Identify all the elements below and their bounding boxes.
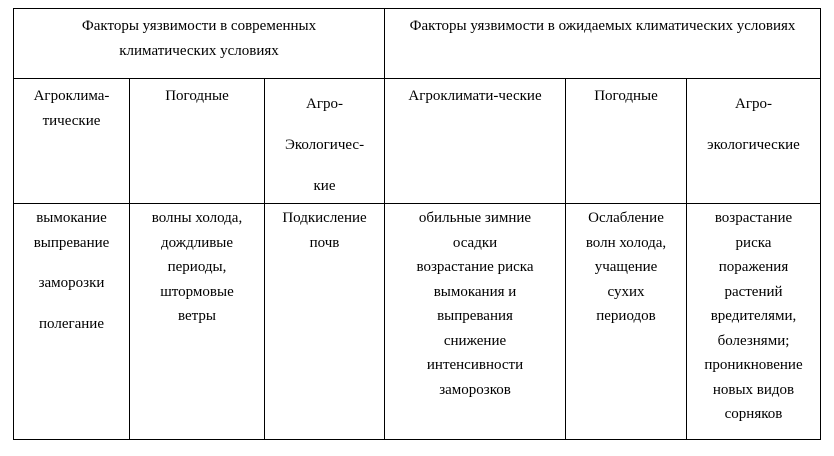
body-expected-agroclimatic	[385, 206, 565, 438]
body-line: вымокание	[36, 210, 107, 226]
body-current-agroecological	[265, 206, 384, 438]
body-line: выпревания	[437, 308, 513, 324]
header-current-text: Факторы уязвимости в современных климатических условиях	[81, 18, 317, 59]
header-expected-text: Факторы уязвимости в ожидаемых климатических условиях	[409, 18, 796, 34]
body-line: интенсивности	[426, 357, 524, 373]
grid-line-under-headers	[13, 78, 821, 79]
body-line: периоды,	[167, 259, 227, 275]
subheader-expected-agroecological	[687, 84, 820, 199]
body-line: штормовые	[160, 283, 234, 300]
header-expected-conditions	[385, 14, 820, 74]
grid-line-under-subheaders	[13, 203, 821, 204]
body-line: периодов	[596, 308, 656, 324]
body-line: выпревание	[33, 234, 110, 251]
body-line: риска	[735, 234, 772, 251]
body-line: учащение	[594, 259, 658, 275]
body-line: Подкисление	[282, 210, 367, 226]
body-line: заморозков	[439, 381, 511, 398]
subheader-expected-agroclimatic	[385, 84, 565, 199]
body-line: возрастание риска	[416, 259, 534, 275]
body-line: Ослабление	[588, 210, 664, 226]
body-line: волны холода,	[151, 210, 243, 226]
body-current-agroclimatic	[14, 206, 129, 438]
subheader-line: экологические	[707, 137, 800, 153]
body-current-weather	[130, 206, 264, 438]
body-line: заморозки	[38, 275, 105, 291]
body-line: почв	[309, 234, 340, 251]
body-line: проникновение	[704, 357, 803, 373]
grid-line-bottom	[13, 439, 821, 440]
subheader-current-weather	[130, 84, 264, 199]
subheader-line: Агроклима-	[33, 88, 110, 104]
body-line: полегание	[39, 315, 104, 332]
subheader-line: Агроклимати-ческие	[408, 88, 542, 104]
grid-line-right	[820, 8, 821, 440]
body-expected-weather	[566, 206, 686, 438]
body-line: сорняков	[724, 406, 783, 422]
body-line: вредителями,	[710, 308, 797, 324]
body-line: ветры	[178, 308, 216, 324]
body-line: осадки	[452, 234, 498, 251]
body-line: новых видов	[712, 381, 795, 398]
body-line: обильные зимние	[418, 210, 532, 226]
body-expected-agroecological	[687, 206, 820, 438]
subheader-current-agroecological	[265, 84, 384, 199]
subheader-line: Агро-	[735, 96, 772, 112]
subheader-line: тические	[42, 112, 101, 129]
grid-line-top	[13, 8, 821, 9]
body-line: растений	[724, 283, 783, 300]
subheader-expected-weather	[566, 84, 686, 199]
body-line: снижение	[443, 332, 507, 349]
subheader-line: Агро-	[306, 96, 343, 112]
subheader-line: Погодные	[165, 88, 229, 104]
header-current-conditions	[14, 14, 384, 74]
body-line: вымокания и	[433, 283, 517, 300]
body-line: возрастание	[714, 210, 793, 226]
subheader-line: кие	[313, 178, 336, 194]
subheader-current-agroclimatic	[14, 84, 129, 199]
body-line: болезнями;	[717, 332, 790, 349]
body-line: сухих	[607, 283, 645, 300]
vulnerability-table	[13, 8, 821, 440]
subheader-line: Погодные	[594, 88, 658, 104]
body-line: волн холода,	[585, 234, 667, 251]
subheader-line: Экологичес-	[284, 137, 365, 153]
body-line: дождливые	[160, 234, 234, 251]
body-line: поражения	[718, 259, 789, 275]
